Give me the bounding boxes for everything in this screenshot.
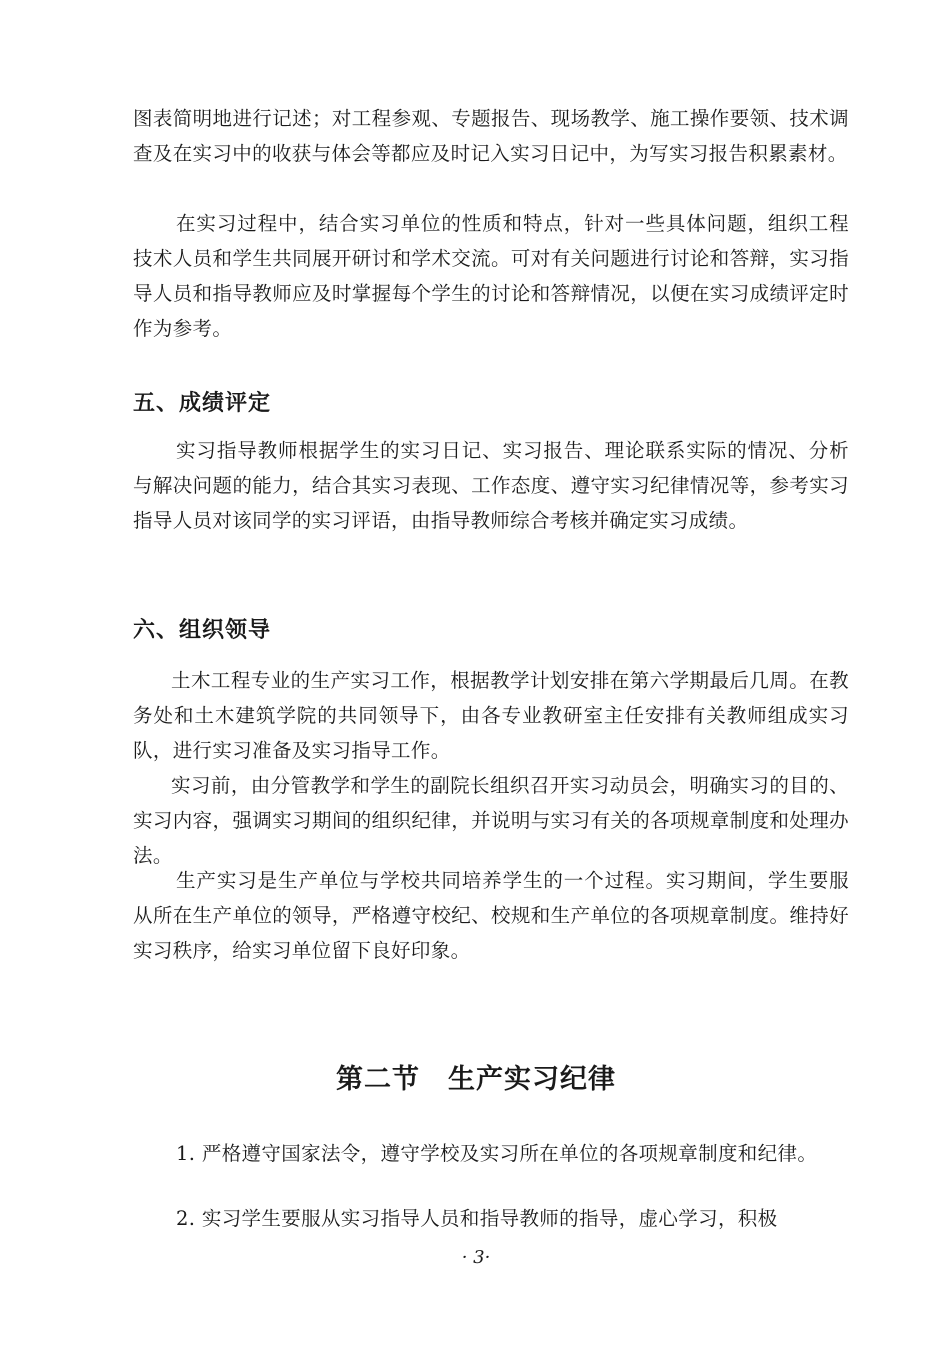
paragraph-seminar: 在实习过程中，结合实习单位的性质和特点，针对一些具体问题，组织工程技术人员和学生共同展开研讨和学术交流。可对有关问题进行讨论和答辩，实习指导人员和指导教师应及时掌握每个学生的讨论和答辩情况，以便在实习成绩评定时作为参考。 xyxy=(133,212,849,340)
paragraph-grade-evaluation: 实习指导教师根据学生的实习日记、实习报告、理论联系实际的情况、分析与解决问题的能力，结合其实习表现、工作态度、遵守实习纪律情况等，参考实习指导人员对该同学的实习评语，由指导教师综合考核并确定实习成绩。 xyxy=(133,439,849,532)
page-number: · 3· xyxy=(461,1247,491,1268)
heading-grade-evaluation: 五、成绩评定 xyxy=(133,390,272,416)
list-item-rule-2: 2. 实习学生要服从实习指导人员和指导教师的指导，虚心学习，积极 xyxy=(176,1207,778,1230)
section-title: 第二节 生产实习纪律 xyxy=(336,1064,616,1095)
paragraph-discipline-intro: 生产实习是生产单位与学校共同培养学生的一个过程。实习期间，学生要服从所在生产单位的领导，严格遵守校纪、校规和生产单位的各项规章制度。维持好实习秩序，给实习单位留下良好印象。 xyxy=(133,869,849,962)
paragraph-organization: 土木工程专业的生产实习工作，根据教学计划安排在第六学期最后几周。在教务处和土木建筑学院的共同领导下，由各专业教研室主任安排有关教师组成实习队，进行实习准备及实习指导工作。 xyxy=(133,669,849,762)
heading-organization: 六、组织领导 xyxy=(133,617,272,643)
paragraph-diary-continuation: 图表简明地进行记述；对工程参观、专题报告、现场教学、施工操作要领、技术调查及在实习中的收获与体会等都应及时记入实习日记中，为写实习报告积累素材。 xyxy=(133,107,849,165)
list-item-rule-1: 1. 严格遵守国家法令，遵守学校及实习所在单位的各项规章制度和纪律。 xyxy=(176,1142,818,1165)
paragraph-mobilization: 实习前，由分管教学和学生的副院长组织召开实习动员会，明确实习的目的、实习内容，强调实习期间的组织纪律，并说明与实习有关的各项规章制度和处理办法。 xyxy=(133,774,849,867)
